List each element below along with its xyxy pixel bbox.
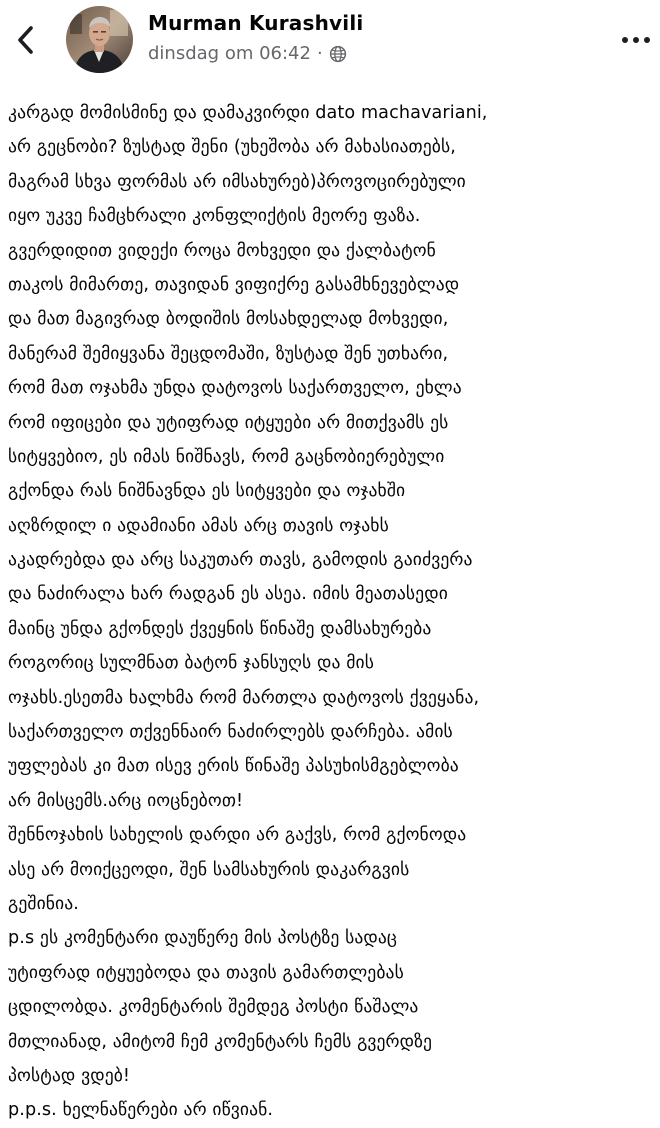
post-text-line: მთლიანად, ამიტომ ჩემ კომენტარს ჩემს გვერდზე <box>8 1031 433 1052</box>
post-text-line: ოჯახს.ესეთმა ხალხმა რომ მართლა დატოვოს ქვეყანა, <box>8 687 480 708</box>
post-text-line: ცდილობდა. კომენტარის შემდეგ პოსტი წაშალა <box>8 997 419 1018</box>
post-text-line: სიტყვებიო, ეს იმას ნიშნავს, რომ გაცნობიერებული <box>8 446 445 467</box>
more-horizontal-icon <box>621 36 651 44</box>
post-text-line: უფლებას კი მათ ისევ ერის წინაშე პასუხისმგებლობა <box>8 756 459 777</box>
post-text-line: გვერდიდით ვიდექი როცა მოხვედი და ქალბატონ <box>8 240 436 261</box>
post-text-line: არ მისცემს.არც იოცნებოთ! <box>8 790 244 811</box>
post-text-line: აღზრდილ ი ადამიანი ამას არც თავის ოჯახს <box>8 515 389 536</box>
post-text-line: პოსტად ვდებ! <box>8 1065 131 1086</box>
post-text-line: კარგად მომისმინე და დამაკვირდი dato machavariani, <box>8 103 488 123</box>
post-text-line: თაკოს მიმართე, თავიდან ვიფიქრე გასამხნევებლად <box>8 274 460 295</box>
back-button[interactable] <box>6 20 46 60</box>
post-text <box>8 96 656 1128</box>
more-options-button[interactable] <box>616 24 656 56</box>
meta-separator: · <box>316 43 323 64</box>
post-text-line: რომ იფიცები და უტიფრად იტყუები არ მითქვამს ეს <box>8 412 449 433</box>
post-text-line: რომ მათ ოჯახმა უნდა დატოვოს საქართველო, ეხლა <box>8 378 462 399</box>
post-text-line: მანერამ შემიყვანა შეცდომაში, ზუსტად შენ უთხარი, <box>8 343 449 364</box>
post-text-line: უტიფრად იტყუებოდა და თავის გამართლებას <box>8 962 404 983</box>
post-header <box>0 0 660 84</box>
post-text-line: და მათ მაგივრად ბოდიშის მოსახდელად მოხვედი, <box>8 309 449 330</box>
avatar-photo <box>66 6 133 73</box>
post-text-line: აკადრებდა და არც საკუთარ თავს, გამოდის გაიძვერა <box>8 550 473 571</box>
post-timestamp[interactable]: dinsdag om 06:42 <box>148 43 311 64</box>
post-text-line: p.s ეს კომენტარი დაუწერე მის პოსტზე სადაც <box>8 928 398 949</box>
post-meta <box>148 43 347 64</box>
post-text-line: ასე არ მოიქცეოდი, შენ სამსახურის დაკარგვის <box>8 859 410 880</box>
post-text-line: მაინც უნდა გქონდეს ქვეყნის წინაშე დამსახურება <box>8 618 432 639</box>
chevron-left-icon <box>15 25 37 55</box>
post-text-line: და ნაძირალა ხარ რადგან ეს ასეა. იმის მეათასედი <box>8 584 448 605</box>
post-text-line: იყო უკვე ჩამცხრალი კონფლიქტის მეორე ფაზა. <box>8 206 421 227</box>
post-text-line: შენნოჯახის სახელის დარდი არ გაქვს, რომ გქონოდა <box>8 825 467 846</box>
post-text-line: საქართველო თქვენნაირ ნაძირლებს დარჩება. ამის <box>8 722 453 743</box>
author-name[interactable]: Murman Kurashvili <box>148 11 364 35</box>
author-avatar[interactable] <box>66 6 133 73</box>
globe-icon <box>329 45 347 63</box>
post-text-line: p.p.s. ხელნაწერები არ იწვიან. <box>8 1100 274 1121</box>
post-text-line: მაგრამ სხვა ფორმას არ იმსახურებ)პროვოცირებული <box>8 171 466 192</box>
post-text-line: როგორიც სულმნათ ბატონ ჯანსუღს და მის <box>8 653 375 674</box>
post-text-line: არ გეცნობი? ზუსტად შენი (უხეშობა არ მახასიათებს, <box>8 137 456 158</box>
post-text-line: გქონდა რას ნიშნავნდა ეს სიტყვები და ოჯახში <box>8 481 406 502</box>
post-text-line: გეშინია. <box>8 893 79 914</box>
